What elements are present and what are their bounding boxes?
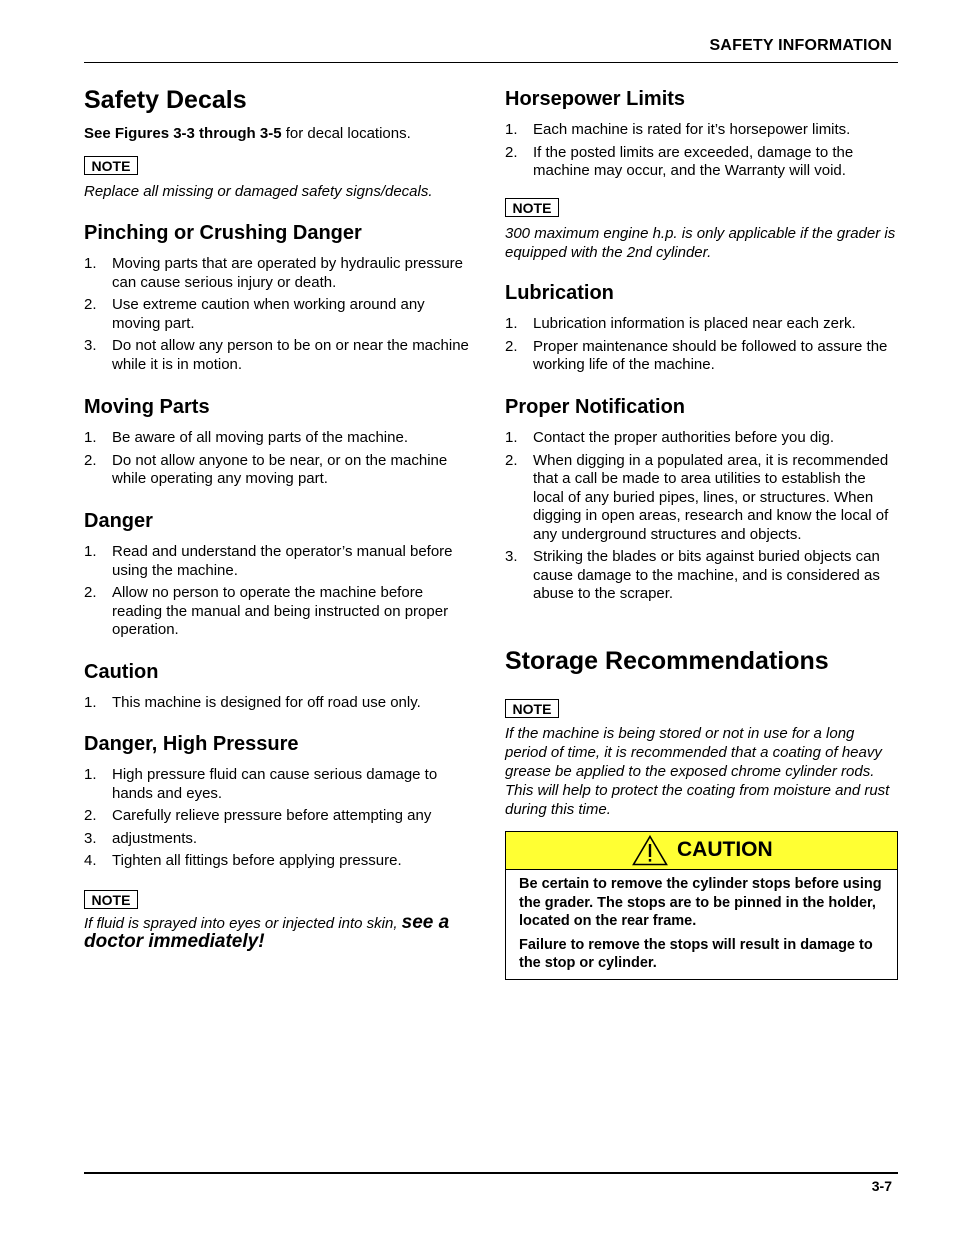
- list-text: If the posted limits are exceeded, damage to the machine may occur, and the Warranty will void.: [533, 143, 854, 179]
- list-text: Contact the proper authorities before you dig.: [533, 429, 835, 446]
- lubrication-heading: Lubrication: [505, 282, 614, 304]
- list-text: Read and understand the operator’s manual before using the machine.: [112, 543, 453, 579]
- note-badge: NOTE: [505, 198, 559, 217]
- list-item: [505, 452, 898, 545]
- list-number: 1.: [505, 429, 518, 446]
- list-number: 4.: [84, 852, 97, 869]
- note-badge: NOTE: [84, 156, 138, 175]
- list-text: High pressure fluid can cause serious damage to hands and eyes.: [112, 766, 438, 802]
- list-text: Lubrication information is placed near each zerk.: [533, 315, 856, 332]
- list-number: 2.: [505, 143, 518, 161]
- list-number: 1.: [84, 255, 97, 272]
- list-item: [505, 144, 898, 181]
- list-item: [84, 255, 476, 292]
- section-title: SAFETY INFORMATION: [709, 37, 892, 54]
- list-text: This machine is designed for off road use only.: [112, 694, 421, 711]
- note-badge: NOTE: [84, 890, 138, 909]
- list-number: 3.: [84, 337, 97, 354]
- horsepower-list: [505, 121, 898, 185]
- list-item: [505, 315, 898, 334]
- list-number: 2.: [84, 451, 97, 469]
- list-text: Each machine is rated for it’s horsepower limits.: [533, 121, 851, 138]
- list-item: [84, 852, 476, 871]
- list-text: Allow no person to operate the machine before reading the manual and being instructed on proper operation.: [112, 584, 449, 638]
- page-number: 3-7: [871, 1178, 892, 1194]
- list-item: [84, 766, 476, 803]
- list-text: When digging in a populated area, it is recommended that a call be made to area utilities to establish the local of any buried pipes, lines, or structures. When digging in open areas, research and know the local of any underground structures and objects.: [533, 451, 889, 543]
- notification-list: [505, 429, 898, 608]
- moving-parts-heading: Moving Parts: [84, 396, 210, 418]
- list-item: [84, 584, 476, 640]
- list-item: [84, 807, 476, 826]
- list-text: Striking the blades or bits against buried objects can cause damage to the machine, and is considered as abuse to the scraper.: [533, 548, 880, 602]
- list-number: 3.: [84, 829, 97, 847]
- list-text: Do not allow any person to be on or near the machine while it is in motion.: [112, 337, 469, 373]
- list-text: Moving parts that are operated by hydraulic pressure can cause serious injury or death.: [112, 255, 464, 291]
- horsepower-note-text: 300 maximum engine h.p. is only applicable if the grader is equipped with the 2nd cylinder.: [505, 225, 896, 261]
- warning-triangle-icon: [632, 835, 668, 866]
- high-pressure-heading: Danger, High Pressure: [84, 733, 299, 755]
- list-number: 1.: [84, 543, 97, 560]
- caution-heading: Caution: [84, 661, 159, 683]
- list-item: [84, 830, 476, 849]
- list-text: Do not allow anyone to be near, or on the machine while operating any moving part.: [112, 451, 448, 487]
- caution-header: [506, 832, 897, 870]
- high-pressure-list: [84, 766, 476, 875]
- header-rule: [84, 62, 898, 63]
- intro-rest: for decal locations.: [281, 125, 411, 142]
- moving-parts-list: [84, 429, 476, 493]
- caution-paragraph: Be certain to remove the cylinder stops before using the grader. The stops are to be pinned in the holder, located on the rear frame.: [519, 876, 882, 929]
- list-item: [505, 338, 898, 375]
- caution-list: [84, 694, 476, 717]
- safety-decals-intro: [84, 124, 411, 143]
- list-number: 2.: [84, 296, 97, 313]
- list-item: [505, 121, 898, 140]
- notification-heading: Proper Notification: [505, 396, 686, 418]
- list-text: Be aware of all moving parts of the machine.: [112, 429, 408, 446]
- lubrication-list: [505, 315, 898, 379]
- list-item: [84, 337, 476, 374]
- list-number: 1.: [84, 766, 97, 783]
- list-number: 2.: [84, 807, 97, 824]
- pressure-note-emphasis: see a doctor immediately!: [84, 912, 450, 952]
- list-text: Proper maintenance should be followed to assure the working life of the machine.: [533, 337, 888, 373]
- list-item: [84, 429, 476, 448]
- safety-decals-heading: Safety Decals: [84, 86, 247, 114]
- list-item: [84, 452, 476, 489]
- list-number: 1.: [84, 694, 97, 711]
- danger-heading: Danger: [84, 510, 153, 532]
- list-item: [84, 296, 476, 333]
- caution-paragraph: Failure to remove the stops will result in damage to the stop or cylinder.: [519, 936, 873, 971]
- pressure-note-main: If fluid is sprayed into eyes or injected into skin,: [84, 915, 402, 932]
- list-number: 1.: [505, 315, 518, 332]
- list-item: [84, 694, 476, 713]
- caution-body: [519, 875, 887, 978]
- danger-list: [84, 543, 476, 644]
- note-badge: NOTE: [505, 699, 559, 718]
- caution-label: CAUTION: [677, 838, 773, 861]
- pressure-note-text: [84, 914, 476, 952]
- list-number: 2.: [505, 451, 518, 469]
- list-text: Use extreme caution when working around any moving part.: [112, 296, 425, 332]
- list-text: Carefully relieve pressure before attempting any: [112, 807, 432, 824]
- list-number: 2.: [505, 337, 518, 355]
- storage-note-text: If the machine is being stored or not in use for a long period of time, it is recommended that a coating of heavy grease be applied to the exposed chrome cylinder rods. This will help to protect the coating from moisture and rust during this time.: [505, 725, 890, 818]
- caution-box: [505, 831, 898, 980]
- list-number: 1.: [84, 429, 97, 446]
- pinching-list: [84, 255, 476, 378]
- list-text: Tighten all fittings before applying pressure.: [112, 852, 402, 869]
- list-number: 1.: [505, 121, 518, 138]
- storage-heading: Storage Recommendations: [505, 647, 829, 675]
- list-item: [505, 548, 898, 604]
- list-text: adjustments.: [112, 829, 198, 847]
- list-number: 3.: [505, 548, 518, 565]
- footer-rule: [84, 1172, 898, 1174]
- list-item: [84, 543, 476, 580]
- pinching-heading: Pinching or Crushing Danger: [84, 222, 362, 244]
- horsepower-heading: Horsepower Limits: [505, 88, 686, 110]
- list-item: [505, 429, 898, 448]
- note-text: Replace all missing or damaged safety signs/decals.: [84, 183, 433, 200]
- figures-reference: See Figures 3-3 through 3-5: [84, 125, 282, 142]
- list-number: 2.: [84, 584, 97, 601]
